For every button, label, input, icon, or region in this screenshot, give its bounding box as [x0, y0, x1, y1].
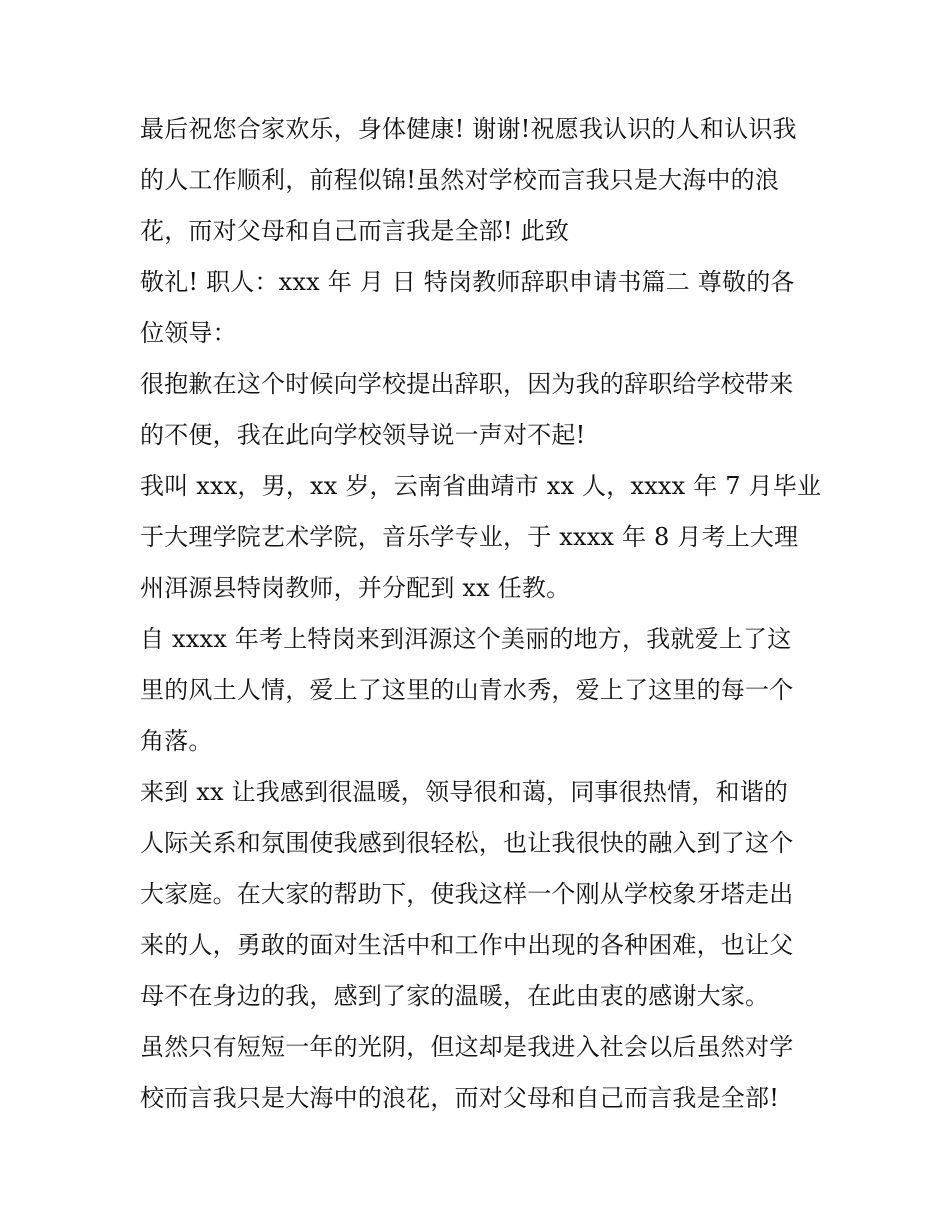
text-line: 来到 xx 让我感到很温暖，领导很和蔼，同事很热情，和谐的 [140, 778, 789, 806]
text-line: 我叫 xxx，男，xx 岁，云南省曲靖市 xx 人，xxxx 年 7 月毕业 [140, 472, 822, 500]
text-line: 大家庭。在大家的帮助下，使我这样一个刚从学校象牙塔走出 [140, 880, 794, 908]
text-line: 校而言我只是大海中的浪花，而对父母和自己而言我是全部! [140, 1084, 780, 1112]
document-body [140, 104, 820, 1124]
text-line: 位领导： [140, 319, 237, 347]
text-line: 人际关系和氛围使我感到很轻松，也让我很快的融入到了这个 [140, 829, 794, 857]
text-line: 角落。 [140, 727, 213, 755]
text-line: 来的人，勇敢的面对生活中和工作中出现的各种困难，也让父 [140, 931, 794, 959]
text-line: 很抱歉在这个时候向学校提出辞职，因为我的辞职给学校带来 [140, 370, 794, 398]
text-line: 的人工作顺利，前程似锦!虽然对学校而言我只是大海中的浪 [140, 166, 780, 194]
text-line: 里的风土人情，爱上了这里的山青水秀，爱上了这里的每一个 [140, 676, 794, 704]
text-line: 虽然只有短短一年的光阴，但这却是我进入社会以后虽然对学 [140, 1033, 794, 1061]
text-line: 最后祝您合家欢乐，身体健康! 谢谢!祝愿我认识的人和认识我 [140, 115, 797, 143]
text-line: 于大理学院艺术学院，音乐学专业，于 xxxx 年 8 月考上大理 [140, 523, 799, 551]
text-line: 敬礼! 职人：xxx 年 月 日 特岗教师辞职申请书篇二 尊敬的各 [140, 268, 795, 296]
text-line: 母不在身边的我，感到了家的温暖，在此由衷的感谢大家。 [140, 982, 770, 1010]
text-line: 花，而对父母和自己而言我是全部! 此致 [140, 217, 570, 245]
text-line: 自 xxxx 年考上特岗来到洱源这个美丽的地方，我就爱上了这 [140, 625, 792, 653]
text-line: 州洱源县特岗教师，并分配到 xx 任教。 [140, 574, 571, 602]
text-line: 的不便，我在此向学校领导说一声对不起! [140, 421, 586, 449]
